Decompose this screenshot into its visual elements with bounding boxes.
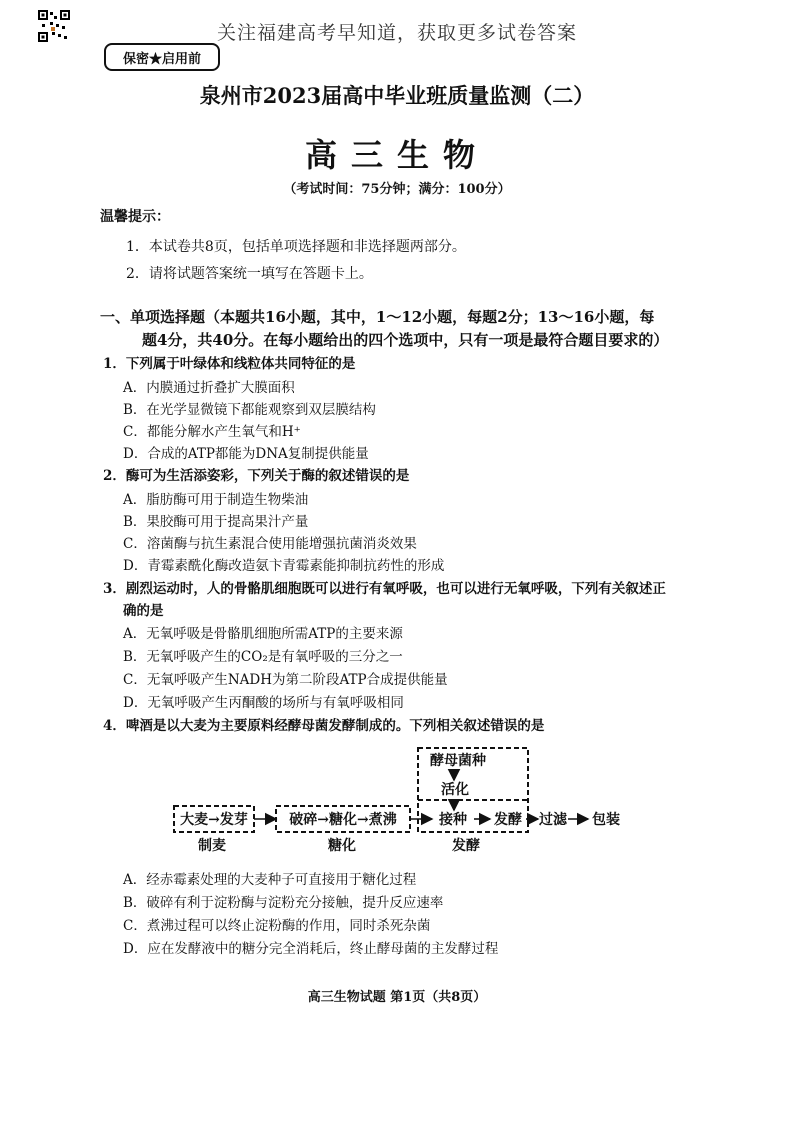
question-stem-continued: 确的是 bbox=[123, 603, 164, 619]
option: D．合成的ATP都能为DNA复制提供能量 bbox=[123, 446, 369, 462]
yeast-label: 酵母菌种 bbox=[430, 753, 486, 769]
stage-label-malting: 制麦 bbox=[198, 838, 226, 854]
option: C．煮沸过程可以终止淀粉酶的作用，同时杀死杂菌 bbox=[123, 918, 431, 934]
option: B．无氧呼吸产生的CO₂是有氧呼吸的三分之一 bbox=[123, 649, 403, 665]
activate-label: 活化 bbox=[441, 782, 469, 798]
stage-label-saccharify: 糖化 bbox=[328, 838, 356, 854]
option: D．青霉素酰化酶改造氨卞青霉素能抑制抗药性的形成 bbox=[123, 558, 445, 574]
tip-item: 1．本试卷共8页，包括单项选择题和非选择题两部分。 bbox=[126, 239, 466, 255]
option: D．应在发酵液中的糖分完全消耗后，终止酵母菌的主发酵过程 bbox=[123, 941, 499, 957]
subject-title: 高三生物 bbox=[304, 136, 489, 174]
filter-label: 过滤 bbox=[539, 812, 567, 828]
question-stem: 2．酶可为生活添姿彩，下列关于酶的叙述错误的是 bbox=[103, 468, 410, 484]
option: D．无氧呼吸产生丙酮酸的场所与有氧呼吸相同 bbox=[123, 695, 404, 711]
option: A．经赤霉素处理的大麦种子可直接用于糖化过程 bbox=[123, 872, 417, 888]
option: B．在光学显微镜下都能观察到双层膜结构 bbox=[123, 402, 376, 418]
stage-label-ferment: 发酵 bbox=[452, 838, 480, 854]
option: B．果胶酶可用于提高果汁产量 bbox=[123, 514, 309, 530]
option: C．都能分解水产生氧气和H⁺ bbox=[123, 424, 301, 440]
saccharify-box-text: 破碎→糖化→煮沸 bbox=[289, 812, 397, 828]
tips-heading: 温馨提示： bbox=[100, 209, 170, 225]
section-heading-line: 题4分，共40分。在每小题给出的四个选项中，只有一项是最符合题目要求的） bbox=[142, 331, 669, 349]
question-stem: 4．啤酒是以大麦为主要原料经酵母菌发酵制成的。下列相关叙述错误的是 bbox=[103, 718, 545, 734]
option: A．脂肪酶可用于制造生物柴油 bbox=[123, 492, 309, 508]
inoculate-label: 接种 bbox=[439, 812, 467, 828]
ferment-step-label: 发酵 bbox=[494, 812, 522, 828]
option: A．内膜通过折叠扩大膜面积 bbox=[123, 380, 295, 396]
confidential-stamp: 保密★启用前 bbox=[104, 43, 220, 71]
option: C．无氧呼吸产生NADH为第二阶段ATP合成提供能量 bbox=[123, 672, 448, 688]
option: B．破碎有利于淀粉酶与淀粉充分接触，提升反应速率 bbox=[123, 895, 444, 911]
question-stem: 1．下列属于叶绿体和线粒体共同特征的是 bbox=[103, 356, 356, 372]
tip-item: 2．请将试题答案统一填写在答题卡上。 bbox=[126, 266, 373, 282]
page-footer: 高三生物试题 第1页（共8页） bbox=[307, 990, 487, 1005]
promo-banner: 关注福建高考早知道，获取更多试卷答案 bbox=[216, 22, 577, 44]
exam-title: 泉州市2023届高中毕业班质量监测（二） bbox=[199, 83, 595, 108]
malting-box-text: 大麦→发芽 bbox=[180, 812, 248, 828]
package-label: 包装 bbox=[592, 812, 620, 828]
exam-info: （考试时间：75分钟；满分：100分） bbox=[283, 182, 511, 197]
option: C．溶菌酶与抗生素混合使用能增强抗菌消炎效果 bbox=[123, 536, 417, 552]
question-stem: 3．剧烈运动时，人的骨骼肌细胞既可以进行有氧呼吸，也可以进行无氧呼吸，下列有关叙述正 bbox=[103, 581, 666, 597]
option: A．无氧呼吸是骨骼肌细胞所需ATP的主要来源 bbox=[123, 626, 403, 642]
section-heading-line: 一、单项选择题（本题共16小题，其中，1～12小题，每题2分；13～16小题，每 bbox=[100, 308, 655, 326]
